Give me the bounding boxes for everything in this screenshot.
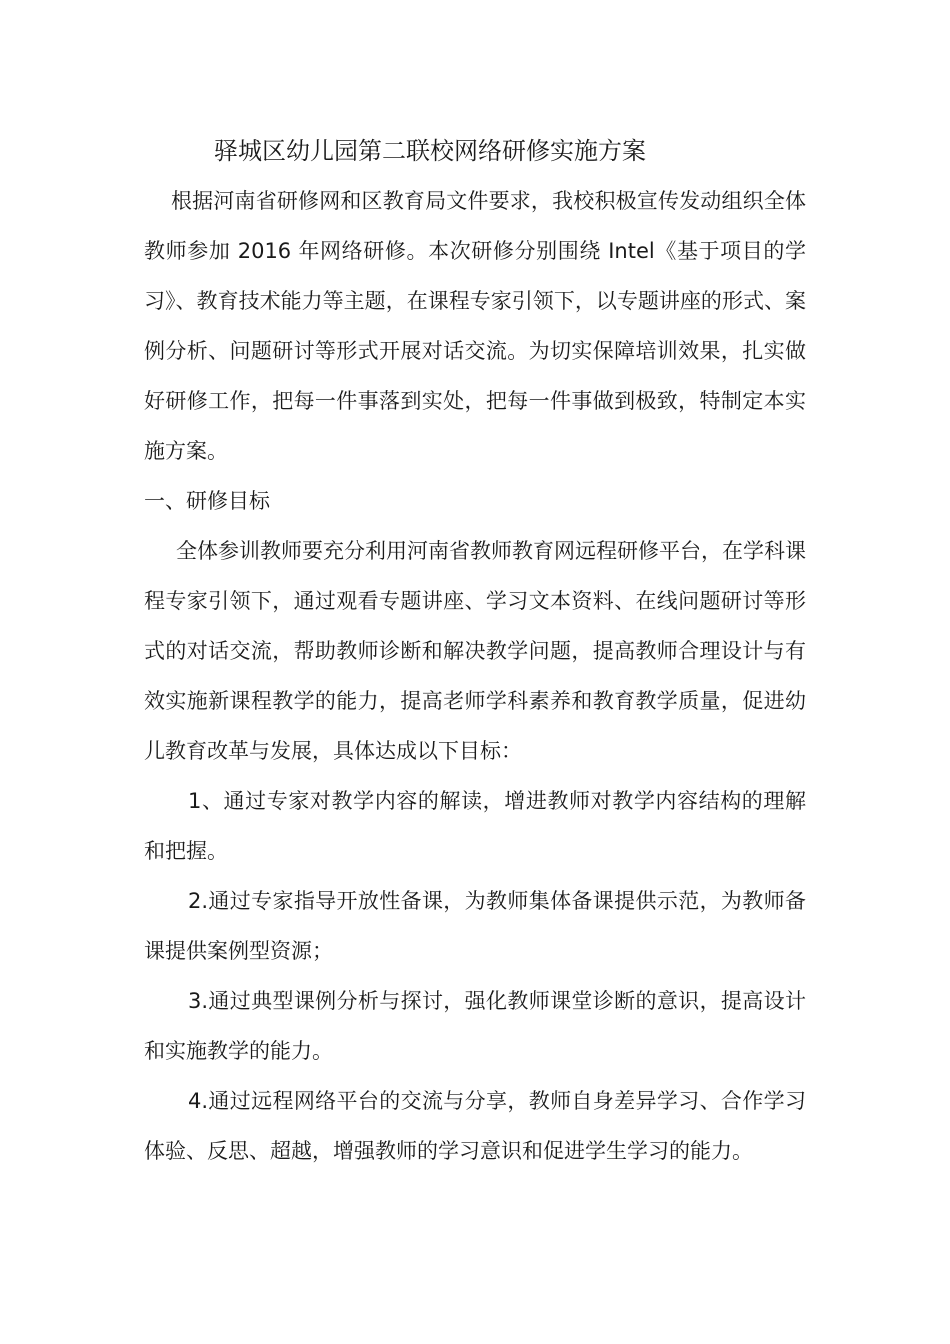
goal-item-4: 4.通过远程网络平台的交流与分享，教师自身差异学习、合作学习体验、反思、超越，增强教师的学习意识和促进学生学习的能力。: [144, 1089, 806, 1163]
goal-item-3: 3.通过典型课例分析与探讨，强化教师课堂诊断的意识，提高设计和实施教学的能力。: [144, 989, 806, 1063]
document-title: 驿城区幼儿园第二联校网络研修实施方案: [214, 137, 646, 165]
document-page: [144, 126, 806, 1176]
goal-item-2: 2.通过专家指导开放性备课，为教师集体备课提供示范，为教师备课提供案例型资源；: [144, 889, 806, 963]
goals-paragraph: 全体参训教师要充分利用河南省教师教育网远程研修平台，在学科课程专家引领下，通过观看专题讲座、学习文本资料、在线问题研讨等形式的对话交流，帮助教师诊断和解决教学问题，提高教师合理设计与有效实施新课程教学的能力，提高老师学科素养和教育教学质量，促进幼儿教育改革与发展，具体达成以下目标：: [144, 539, 806, 763]
goal-item-1: 1、通过专家对教学内容的解读，增进教师对教学内容结构的理解和把握。: [144, 789, 806, 863]
section-heading-goals: 一、研修目标: [144, 489, 270, 513]
intro-paragraph: 根据河南省研修网和区教育局文件要求，我校积极宣传发动组织全体教师参加 2016 年网络研修。本次研修分别围绕 Intel《基于项目的学习》、教育技术能力等主题，在课程专家引领下，以专题讲座的形式、案例分析、问题研讨等形式开展对话交流。为切实保障培训效果，扎实做好研修工作，把每一件事落到实处，把每一件事做到极致，特制定本实施方案。: [144, 189, 806, 463]
